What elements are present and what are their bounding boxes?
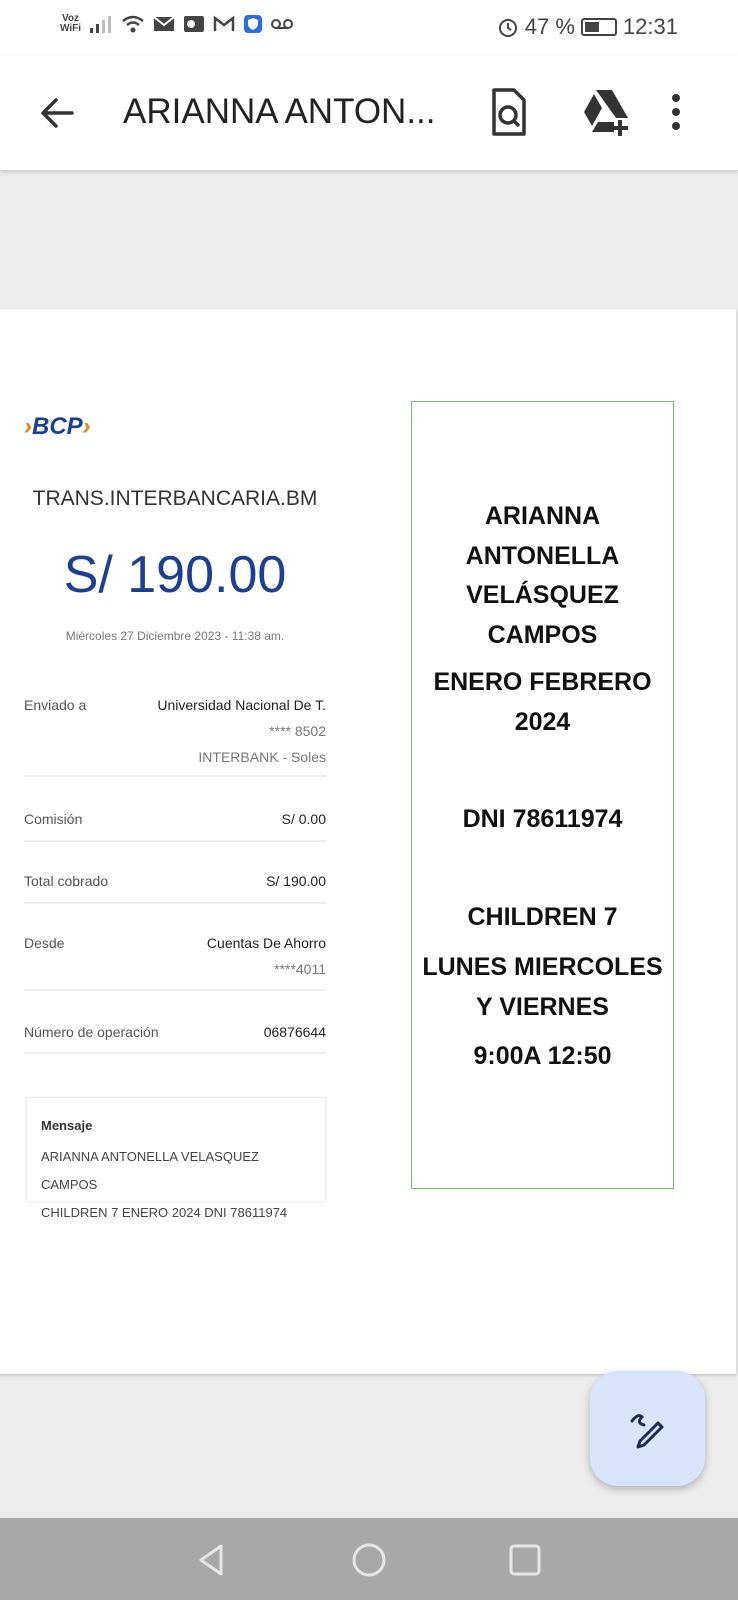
clock: 12:31	[622, 14, 678, 39]
detail-row-sent-to	[24, 697, 326, 777]
row-value: 06876644	[263, 1024, 326, 1040]
schedule-days: LUNES MIERCOLES Y VIERNES	[422, 953, 663, 1021]
document-title: ARIANNA ANTON...	[123, 92, 436, 131]
bank-name: INTERBANK - Soles	[198, 749, 326, 765]
mail-icon	[153, 15, 175, 33]
nav-recents-icon[interactable]	[505, 1540, 545, 1580]
detail-row-commission	[24, 811, 326, 842]
class-level: CHILDREN 7	[467, 903, 618, 931]
more-vert-icon[interactable]	[666, 86, 686, 138]
system-navigation-bar	[0, 1518, 738, 1600]
edit-fab-button[interactable]	[590, 1371, 705, 1486]
edit-pen-icon	[626, 1407, 670, 1451]
nav-back-icon[interactable]	[191, 1540, 231, 1580]
status-icons-right	[497, 14, 678, 40]
row-value: S/ 190.00	[266, 873, 326, 889]
detail-row-total	[24, 873, 326, 904]
row-value: S/ 0.00	[281, 811, 326, 827]
shield-app-icon	[243, 14, 263, 34]
dni: DNI 78611974	[462, 805, 623, 833]
wifi-icon	[121, 14, 145, 34]
status-icons-left	[60, 14, 293, 34]
status-bar	[0, 0, 738, 56]
message-line: ARIANNA ANTONELLA VELASQUEZ CAMPOS	[41, 1149, 259, 1192]
row-value: Cuentas De Ahorro ****4011	[206, 935, 326, 977]
bcp-logo: ›BCP›	[24, 413, 91, 440]
transaction-amount: S/ 190.00	[63, 546, 287, 604]
account-number: **** 8502	[269, 723, 326, 739]
account-number: ****4011	[274, 961, 326, 977]
nav-home-icon[interactable]	[349, 1540, 389, 1580]
student-name: ARIANNA ANTONELLA VELÁSQUEZ CAMPOS	[465, 502, 620, 649]
row-label: Enviado a	[24, 697, 87, 713]
voicemail-icon	[271, 17, 293, 31]
battery-percent: 47 %	[524, 14, 575, 39]
schedule-time: 9:00A 12:50	[473, 1042, 612, 1070]
message-title: Mensaje	[41, 1118, 93, 1133]
row-label: Comisión	[24, 811, 83, 827]
app-toolbar	[0, 56, 738, 170]
document-search-icon[interactable]	[482, 86, 534, 138]
outlook-icon	[183, 15, 205, 33]
row-label: Desde	[24, 935, 65, 951]
alarm-icon	[497, 16, 519, 38]
message-card	[26, 1097, 326, 1220]
back-arrow-icon[interactable]	[34, 89, 82, 137]
detail-row-from	[24, 935, 326, 991]
row-label: Número de operación	[24, 1024, 159, 1040]
battery-icon	[581, 18, 617, 36]
signal-icon	[89, 14, 113, 34]
message-line: CHILDREN 7 ENERO 2024 DNI 78611974	[41, 1205, 288, 1220]
drive-add-icon[interactable]	[580, 86, 632, 138]
student-note-box	[411, 401, 674, 1189]
voz-wifi-label: Voz WiFi	[60, 13, 82, 34]
row-value: Universidad Nacional De T. **** 8502 INTERBANK - Soles	[157, 697, 326, 765]
detail-row-operation-number	[24, 1024, 326, 1054]
transaction-type: TRANS.INTERBANCARIA.BM	[32, 487, 318, 510]
row-label: Total cobrado	[24, 873, 109, 889]
period: ENERO FEBRERO 2024	[433, 668, 652, 736]
transaction-date: Miércoles 27 Diciembre 2023 - 11:38 am.	[65, 629, 285, 643]
document-page	[0, 309, 736, 1374]
gmail-icon	[213, 15, 235, 33]
